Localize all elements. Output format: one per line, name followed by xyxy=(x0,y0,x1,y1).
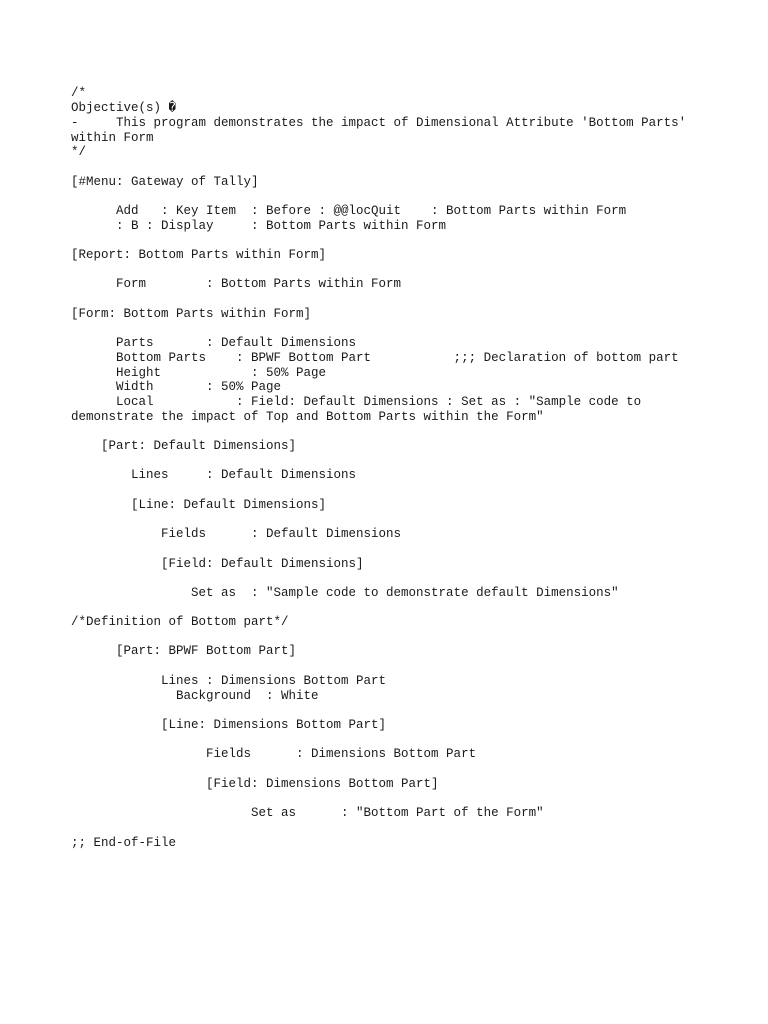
code-line: [Field: Dimensions Bottom Part] xyxy=(71,777,439,791)
code-line: Bottom Parts : BPWF Bottom Part ;;; Declaration of bottom part xyxy=(71,351,679,365)
code-line: Width : 50% Page xyxy=(71,380,282,394)
code-line: /* xyxy=(71,86,87,100)
code-line: [Line: Dimensions Bottom Part] xyxy=(71,718,387,732)
code-line: [Part: BPWF Bottom Part] xyxy=(71,644,297,658)
code-line: Fields : Dimensions Bottom Part xyxy=(71,747,477,761)
code-line: /*Definition of Bottom part*/ xyxy=(71,615,289,629)
code-line: [Part: Default Dimensions] xyxy=(71,439,297,453)
code-line: [Report: Bottom Parts within Form] xyxy=(71,248,327,262)
code-line: [Form: Bottom Parts within Form] xyxy=(71,307,312,321)
code-line: Local : Field: Default Dimensions : Set as : "Sample code to xyxy=(71,395,642,409)
code-line: Lines : Dimensions Bottom Part xyxy=(71,674,387,688)
code-line: demonstrate the impact of Top and Bottom Parts within the Form" xyxy=(71,410,544,424)
code-line: : B : Display : Bottom Parts within Form xyxy=(71,219,447,233)
code-line: Height : 50% Page xyxy=(71,366,327,380)
code-line: [#Menu: Gateway of Tally] xyxy=(71,175,259,189)
code-line: */ xyxy=(71,145,87,159)
code-line: Set as : "Bottom Part of the Form" xyxy=(71,806,544,820)
code-line: ;; End-of-File xyxy=(71,836,177,850)
code-line: Objective(s) � xyxy=(71,101,177,115)
code-line: Add : Key Item : Before : @@locQuit : Bottom Parts within Form xyxy=(71,204,627,218)
code-line: [Line: Default Dimensions] xyxy=(71,498,327,512)
code-line: Set as : "Sample code to demonstrate default Dimensions" xyxy=(71,586,619,600)
code-line: - This program demonstrates the impact of Dimensional Attribute 'Bottom Parts' xyxy=(71,116,687,130)
code-line: Form : Bottom Parts within Form xyxy=(71,277,402,291)
code-line: Background : White xyxy=(71,689,319,703)
code-line: within Form xyxy=(71,131,154,145)
code-line: Fields : Default Dimensions xyxy=(71,527,402,541)
code-line: Parts : Default Dimensions xyxy=(71,336,357,350)
code-line: Lines : Default Dimensions xyxy=(71,468,357,482)
code-line: [Field: Default Dimensions] xyxy=(71,557,364,571)
